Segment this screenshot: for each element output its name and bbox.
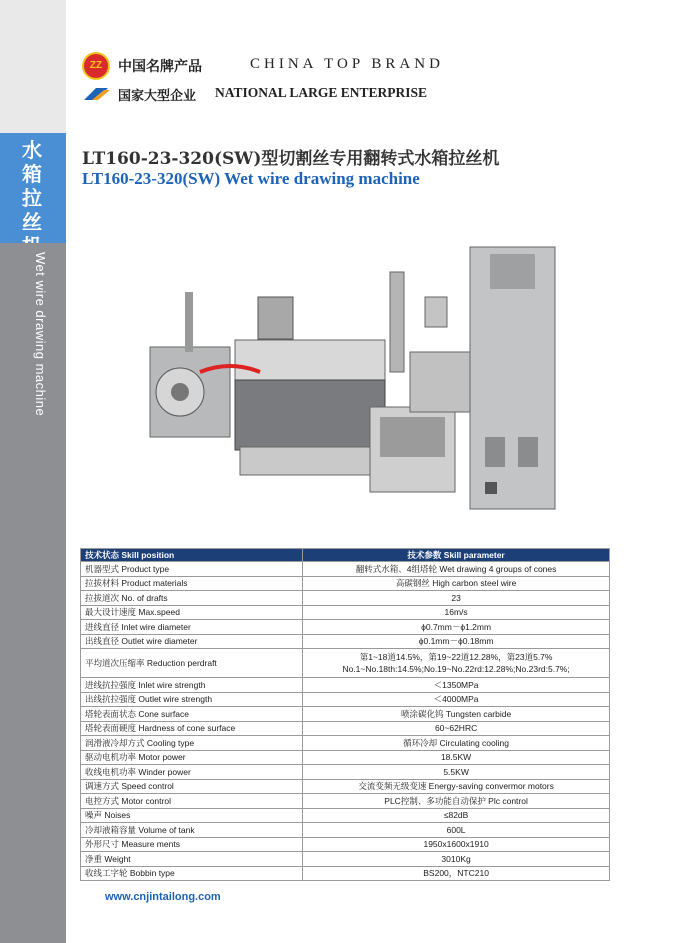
brand-line2-cn: 国家大型企业 [118,89,197,104]
side-title-en: Wet wire drawing machine [33,252,48,417]
table-row: 外形尺寸 Measure ments 1950x1600x1910 [81,837,610,852]
table-row: 收线电机功率 Winder power 5.5KW [81,765,610,780]
brand-line1-en: CHINA TOP BRAND [250,56,444,72]
table-row: 净重 Weight 3010Kg [81,852,610,867]
table-row: 进线直径 Inlet wire diameter ϕ0.7mm－ϕ1.2mm [81,620,610,635]
brand-line2-en: NATIONAL LARGE ENTERPRISE [215,85,428,100]
table-row: 平均道次压缩率 Reduction perdraft 第1~18道14.5%，第19~22道12.28%，第23道5.7% No.1~No.18th:14.5%;No.19~No.22rd:12.28%;No.23rd:5.7%; [81,649,610,678]
table-row: 调速方式 Speed control 交流变频无级变速 Energy-saving convermor motors [81,779,610,794]
side-top-panel [0,0,66,133]
table-header-row [81,549,610,562]
table-header-left: 技术状态 Skill position [81,549,303,562]
table-row: 出线直径 Outlet wire diameter ϕ0.1mm－ϕ0.18mm [81,634,610,649]
table-row: 噪声 Noises ≤82dB [81,808,610,823]
table-row: 塔轮表面硬度 Hardness of cone surface 60~62HRC [81,721,610,736]
table-row: 收线工字轮 Bobbin type BS200，NTC210 [81,866,610,881]
table-row: 塔轮表面状态 Cone surface 喷涂碳化钨 Tungsten carbide [81,707,610,722]
table-row: 进线抗拉强度 Inlet wire strength ＜1350MPa [81,678,610,693]
brand-line1-cn: 中国名牌产品 [118,59,202,75]
table-row: 最大设计速度 Max.speed 16m/s [81,605,610,620]
spec-table [80,548,610,881]
brand-logo: ZZ [82,52,110,80]
table-row: 电控方式 Motor control PLC控制、多功能自动保护 Plc control [81,794,610,809]
table-row: 拉拔材料 Product materials 高碳钢丝 High carbon steel wire [81,576,610,591]
table-row: 拉拔道次 No. of drafts 23 [81,591,610,606]
enterprise-logo-icon [82,84,112,104]
product-title-cn: LT160-23-320(SW)型切割丝专用翻转式水箱拉丝机 [82,149,500,169]
side-title-cn: 水箱拉丝 [22,138,42,234]
table-row: 机器型式 Product type 翻转式水箱、4组塔轮 Wet drawing 4 groups of cones [81,562,610,577]
product-title-en: LT160-23-320(SW) Wet wire drawing machine [82,169,420,188]
machine-photo [140,222,580,522]
website-link[interactable]: www.cnjintailong.com [105,891,221,903]
table-header-right: 技术参数 Skill parameter [303,549,610,562]
table-row: 冷却液箱容量 Volume of tank 600L [81,823,610,838]
table-row: 驱动电机功率 Motor power 18.5KW [81,750,610,765]
table-row: 润滑液冷却方式 Cooling type 循环冷却 Circulating cooling [81,736,610,751]
table-row: 出线抗拉强度 Outlet wire strength ＜4000MPa [81,692,610,707]
